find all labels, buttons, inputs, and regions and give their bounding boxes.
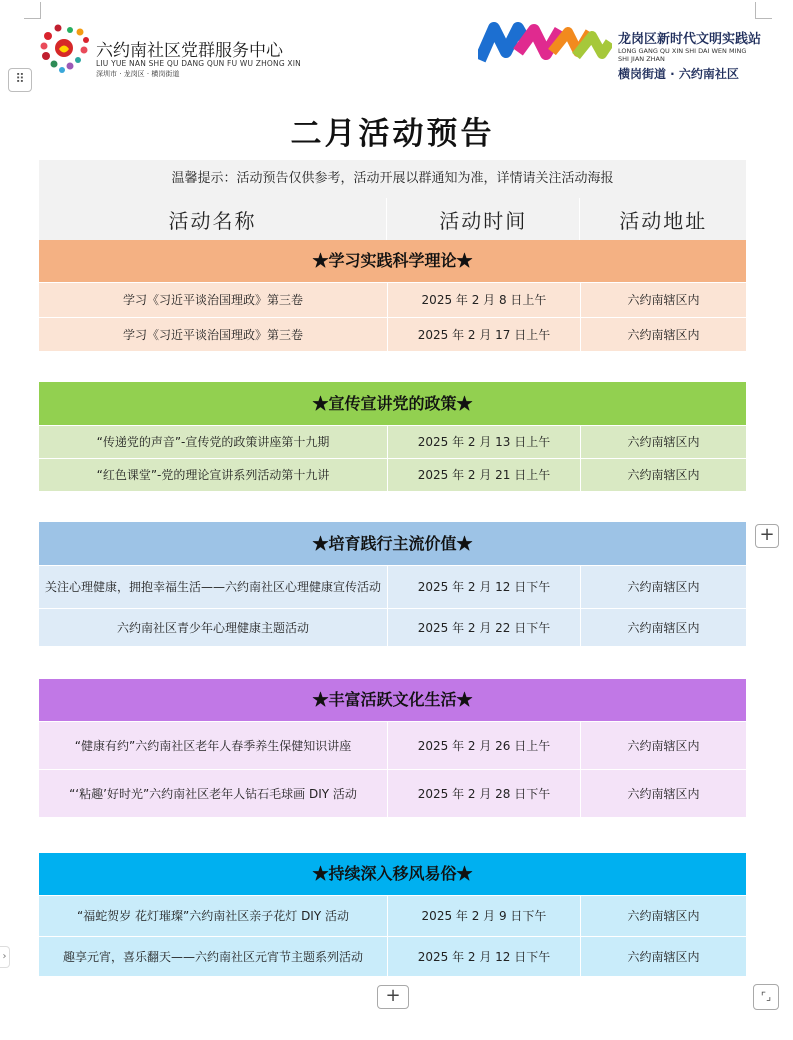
activity-name: 学习《习近平谈治国理政》第三卷: [39, 283, 387, 317]
civilization-station-logo: [478, 22, 762, 86]
section-title: ★持续深入移风易俗★: [39, 853, 746, 895]
activity-place: 六约南辖区内: [580, 722, 746, 769]
table-row: [39, 565, 746, 608]
ribbon-logo-icon: [478, 22, 612, 74]
table-row: [39, 458, 746, 491]
activity-place: 六约南辖区内: [580, 937, 746, 976]
activity-place: 六约南辖区内: [580, 318, 746, 351]
activity-time: 2025 年 2 月 17 日上午: [387, 318, 580, 351]
section-customs-reform: [39, 853, 746, 976]
header-name: 活动名称: [168, 208, 257, 233]
activity-place: 六约南辖区内: [580, 770, 746, 817]
activity-place: 六约南辖区内: [580, 459, 746, 491]
activity-name: 关注心理健康，拥抱幸福生活——六约南社区心理健康宣传活动: [39, 566, 387, 608]
org-pinyin: LIU YUE NAN SHE QU DANG QUN FU WU ZHONG XIN: [96, 59, 301, 68]
activity-name: “红色课堂”-党的理论宣讲系列活动第十九讲: [39, 459, 387, 491]
table-row: [39, 769, 746, 817]
section-title: ★学习实践科学理论★: [39, 240, 746, 282]
station-name: 龙岗区新时代文明实践站: [618, 32, 762, 47]
expand-table-icon[interactable]: ⌜⌟: [753, 984, 779, 1010]
page-corner-mark: [24, 2, 41, 19]
activity-time: 2025 年 2 月 28 日下午: [387, 770, 580, 817]
section-study-theory: [39, 240, 746, 351]
table-row: [39, 282, 746, 317]
org-location: 深圳市 · 龙岗区 · 横岗街道: [96, 70, 180, 78]
activity-name: 六约南社区青少年心理健康主题活动: [39, 609, 387, 646]
activity-time: 2025 年 2 月 26 日上午: [387, 722, 580, 769]
activity-name: “福蛇贺岁 花灯璀璨”六约南社区亲子花灯 DIY 活动: [39, 896, 387, 936]
activity-time: 2025 年 2 月 9 日下午: [387, 896, 580, 936]
station-pinyin: LONG GANG QU XIN SHI DAI WEN MING SHI JIAN ZHAN: [618, 47, 747, 63]
heart-emblem-icon: [38, 22, 94, 78]
section-title: ★丰富活跃文化生活★: [39, 679, 746, 721]
section-cultural-life: [39, 679, 746, 817]
activity-place: 六约南辖区内: [580, 896, 746, 936]
add-column-button[interactable]: +: [755, 524, 779, 548]
activity-time: 2025 年 2 月 22 日下午: [387, 609, 580, 646]
activity-name: “传递党的声音”-宣传党的政策讲座第十九期: [39, 426, 387, 458]
section-core-values: [39, 522, 746, 646]
document-title: 二月活动预告: [290, 116, 495, 152]
table-row: [39, 721, 746, 769]
page-corner-mark: [755, 2, 772, 19]
table-row: [39, 936, 746, 976]
drag-handle-icon[interactable]: ⠿: [8, 68, 32, 92]
section-policy-promotion: [39, 382, 746, 491]
notice-tip: 温馨提示：活动预告仅供参考，活动开展以群通知为准，详情请关注活动海报: [39, 160, 746, 199]
activity-place: 六约南辖区内: [580, 426, 746, 458]
activity-name: “健康有约”六约南社区老年人春季养生保健知识讲座: [39, 722, 387, 769]
table-row: [39, 425, 746, 458]
section-title: ★宣传宣讲党的政策★: [39, 382, 746, 425]
activity-time: 2025 年 2 月 12 日下午: [387, 937, 580, 976]
section-title: ★培育践行主流价值★: [39, 522, 746, 565]
activity-place: 六约南辖区内: [580, 283, 746, 317]
station-location: 横岗街道 · 六约南社区: [618, 67, 739, 81]
activity-time: 2025 年 2 月 8 日上午: [387, 283, 580, 317]
table-row: [39, 317, 746, 351]
add-row-button[interactable]: +: [377, 985, 409, 1009]
chevron-icon[interactable]: ›: [0, 946, 10, 968]
activity-name: 学习《习近平谈治国理政》第三卷: [39, 318, 387, 351]
activity-name: “‘粘趣’好时光”六约南社区老年人钻石毛球画 DIY 活动: [39, 770, 387, 817]
activity-place: 六约南辖区内: [580, 566, 746, 608]
activity-time: 2025 年 2 月 12 日下午: [387, 566, 580, 608]
header-place: 活动地址: [579, 198, 746, 240]
activity-time: 2025 年 2 月 13 日上午: [387, 426, 580, 458]
table-row: [39, 895, 746, 936]
party-service-center-logo: [38, 22, 308, 84]
activity-place: 六约南辖区内: [580, 609, 746, 646]
table-header: [39, 198, 746, 240]
table-row: [39, 608, 746, 646]
org-name: 六约南社区党群服务中心: [96, 41, 283, 61]
activity-name: 趣享元宵，喜乐翻天——六约南社区元宵节主题系列活动: [39, 937, 387, 976]
header-time: 活动时间: [386, 198, 579, 240]
activity-time: 2025 年 2 月 21 日上午: [387, 459, 580, 491]
